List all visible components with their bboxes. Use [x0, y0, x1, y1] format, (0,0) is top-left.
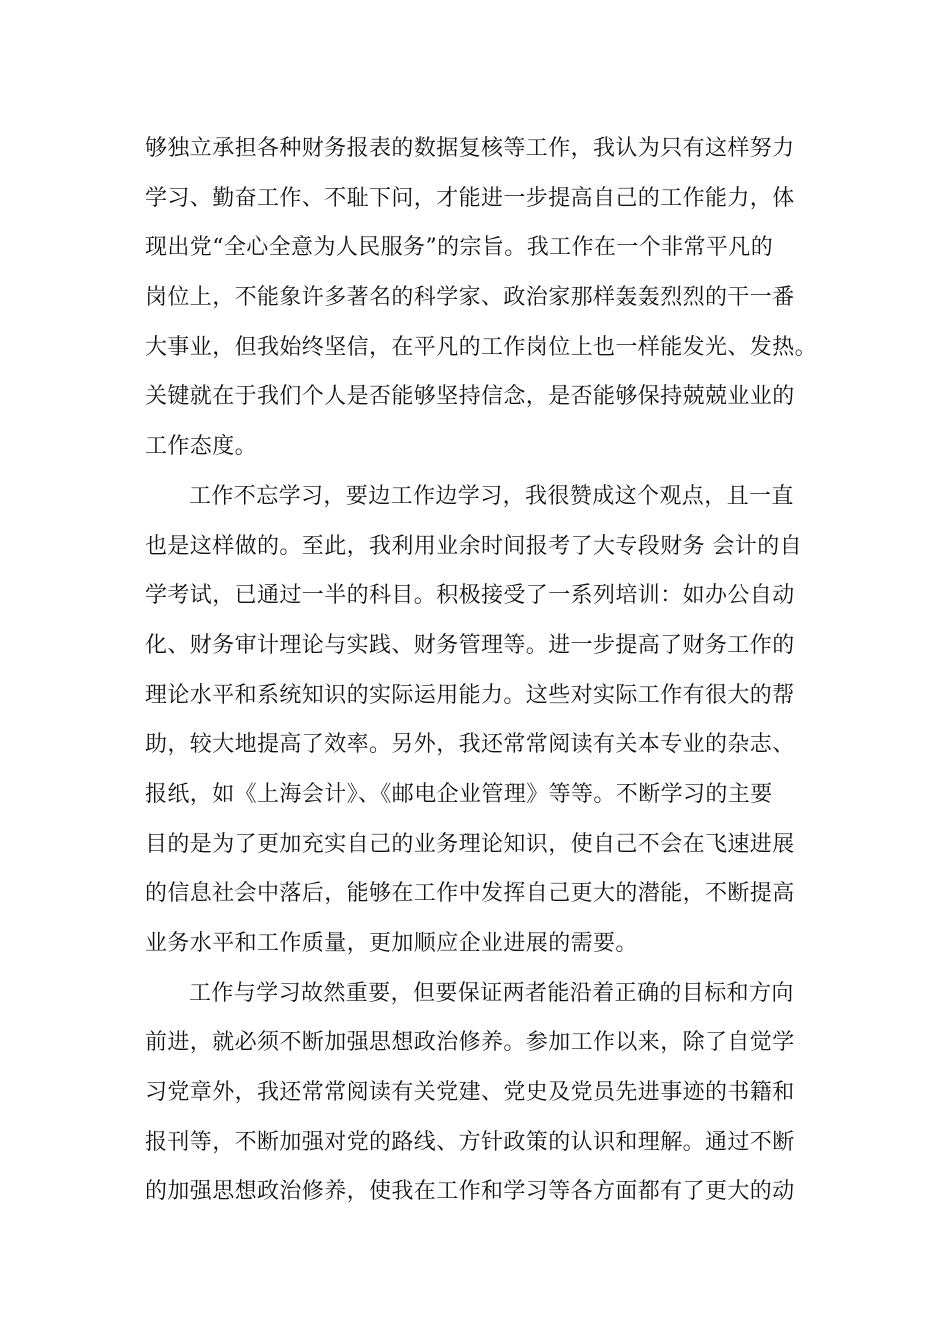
text-line: 现出党“全心全意为人民服务”的宗旨。我工作在一个非常平凡的 [145, 235, 774, 261]
text-line: 岗位上，不能象许多著名的科学家、政治家那样轰轰烈烈的干一番 [145, 285, 795, 311]
text-line: 也是这样做的。至此，我利用业余时间报考了大专段财务 会计的自 [145, 533, 802, 559]
text-line: 业务水平和工作质量，更加顺应企业进展的需要。 [145, 931, 638, 956]
text-line: 前进，就必须不断加强思想政治修养。参加工作以来，除了自觉学 [145, 1030, 795, 1056]
text-line: 的信息社会中落后，能够在工作中发挥自己更大的潜能，不断提高 [145, 881, 795, 907]
text-line: 学习、勤奋工作、不耻下问，才能进一步提高自己的工作能力，体 [145, 185, 795, 211]
text-line: 目的是为了更加充实自己的业务理论知识，使自己不会在飞速进展 [145, 831, 795, 857]
text-line: 化、财务审计理论与实践、财务管理等。进一步提高了财务工作的 [145, 632, 795, 658]
paragraph-first-line: 工作与学习故然重要，但要保证两者能沿着正确的目标和方向 [189, 980, 794, 1006]
body-text [145, 124, 818, 1217]
text-line: 理论水平和系统知识的实际运用能力。这些对实际工作有很大的帮 [145, 682, 795, 708]
paragraph-first-line: 工作不忘学习，要边工作边学习，我很赞成这个观点，且一直 [189, 483, 794, 509]
text-line: 工作态度。 [145, 434, 258, 460]
text-line: 助，较大地提高了效率。另外，我还常常阅读有关本专业的杂志、 [145, 732, 795, 758]
text-line: 够独立承担各种财务报表的数据复核等工作，我认为只有这样努力 [145, 136, 795, 161]
text-line: 大事业，但我始终坚信，在平凡的工作岗位上也一样能发光、发热。 [145, 334, 818, 360]
text-line: 的加强思想政治修养，使我在工作和学习等各方面都有了更大的动 [145, 1179, 795, 1205]
text-line: 报刊等，不断加强对党的路线、方针政策的认识和理解。通过不断 [145, 1129, 795, 1155]
text-line: 关键就在于我们个人是否能够坚持信念，是否能够保持兢兢业业的 [145, 384, 795, 410]
text-line: 报纸，如《上海会计》、《邮电企业管理》等等。不断学习的主要 [145, 781, 773, 807]
text-line: 学考试，已通过一半的科目。积极接受了一系列培训：如办公自动 [145, 583, 795, 609]
text-line: 习党章外，我还常常阅读有关党建、党史及党员先进事迹的书籍和 [145, 1080, 795, 1106]
